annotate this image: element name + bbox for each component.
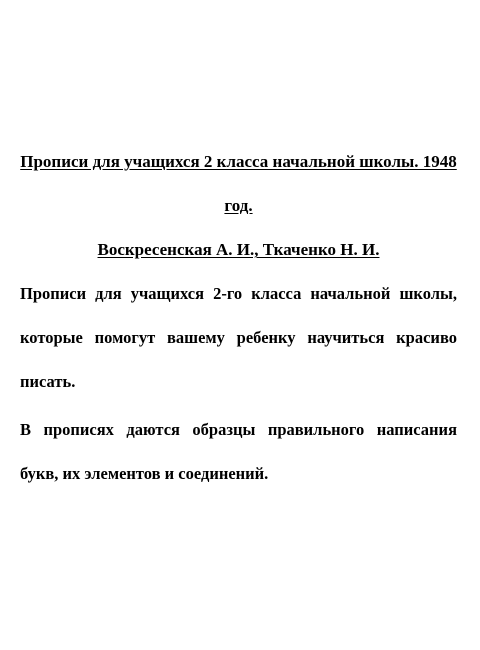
paragraph-contents: В прописях даются образцы правильного написания букв, их элементов и соединений.	[20, 420, 457, 483]
document-authors: Воскресенская А. И., Ткаченко Н. И.	[97, 240, 380, 259]
document-title: Прописи для учащихся 2 класса начальной школы. 1948 год.	[20, 152, 457, 215]
document-body	[20, 140, 457, 496]
paragraph-description: Прописи для учащихся 2-го класса начальной школы, которые помогут вашему ребенку научиться красиво писать.	[20, 284, 457, 391]
